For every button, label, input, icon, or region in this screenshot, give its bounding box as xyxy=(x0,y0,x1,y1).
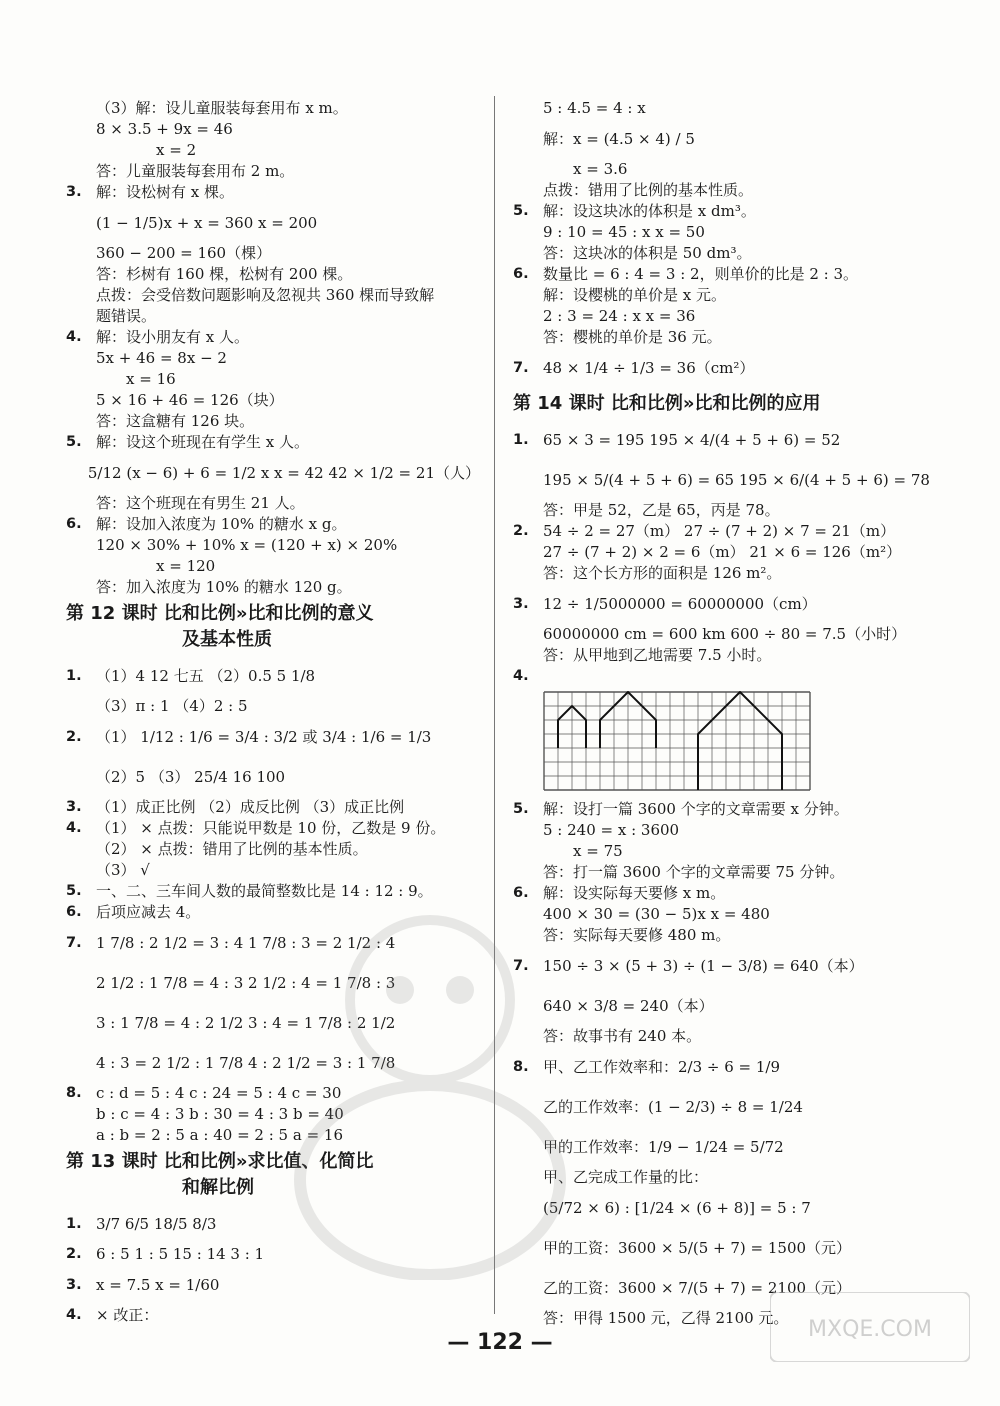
answer-line xyxy=(66,203,480,243)
answer-text: 解：设樱桃的单价是 x 元。 xyxy=(543,286,726,304)
question-number: 5. xyxy=(513,801,529,817)
grid-svg xyxy=(543,691,811,791)
answer-text: 2 1/2 : 1 7/8 = 4 : 3 2 1/2 : 4 = 1 7/8 : 3 xyxy=(96,974,396,992)
question-number: 4. xyxy=(513,668,529,684)
answer-line xyxy=(513,624,933,645)
answer-line xyxy=(66,390,480,411)
answer-text: （3）解：设儿童服装每套用布 x m。 xyxy=(96,99,348,117)
question-number: 7. xyxy=(513,958,529,974)
question-number: 7. xyxy=(513,360,529,376)
lesson-title-subtext: 及基本性质 xyxy=(182,629,272,650)
answer-line xyxy=(66,1125,480,1146)
answer-text: 150 ÷ 3 × (5 + 3) ÷ (1 − 3/8) = 640（本） xyxy=(543,957,864,975)
answer-line xyxy=(513,1026,933,1047)
answer-line xyxy=(513,820,933,841)
answer-line xyxy=(513,1167,933,1188)
answer-text: 甲、乙工作效率和：2/3 ÷ 6 = 1/9 xyxy=(543,1058,781,1076)
site-watermark-text: MXQE.COM xyxy=(808,1317,932,1342)
answer-line xyxy=(66,757,480,797)
left-column xyxy=(66,98,480,1326)
question-number: 5. xyxy=(66,434,82,450)
lesson-title-text: 第 14 课时 比和比例»比和比例的应用 xyxy=(513,393,821,414)
question-number: 4. xyxy=(66,329,82,345)
answer-text: x = 3.6 xyxy=(573,160,628,178)
answer-text: 后项应减去 4。 xyxy=(96,903,201,921)
right-column xyxy=(513,98,933,1329)
answer-text: (5/72 × 6) : [1/24 × (6 + 8)] = 5 : 7 xyxy=(543,1199,811,1217)
answer-line xyxy=(66,243,480,264)
answer-line xyxy=(66,1204,480,1244)
answer-line xyxy=(66,411,480,432)
answer-text: （2） × 点拨：错用了比例的基本性质。 xyxy=(96,840,368,858)
lesson-title-text: 第 13 课时 比和比例»求比值、化简比 xyxy=(66,1151,374,1172)
answer-line xyxy=(66,1003,480,1043)
answer-line xyxy=(66,818,480,839)
answer-line xyxy=(66,306,480,327)
answer-line xyxy=(66,1083,480,1104)
answer-text: 答：这个长方形的面积是 126 m²。 xyxy=(543,564,782,582)
answer-text: 数量比 = 6 : 4 = 3 : 2，则单价的比是 2 : 3。 xyxy=(543,265,859,283)
answer-line xyxy=(513,327,933,348)
answer-line xyxy=(513,500,933,521)
answer-line xyxy=(513,645,933,666)
answer-line xyxy=(513,348,933,388)
question-number: 8. xyxy=(66,1085,82,1101)
answer-line xyxy=(513,563,933,584)
answer-text: c : d = 5 : 4 c : 24 = 5 : 4 c = 30 xyxy=(96,1084,342,1102)
answer-text: b : c = 4 : 3 b : 30 = 4 : 3 b = 40 xyxy=(96,1105,344,1123)
answer-line xyxy=(513,584,933,624)
answer-line xyxy=(513,119,933,159)
answer-text: 3 : 1 7/8 = 4 : 2 1/2 3 : 4 = 1 7/8 : 2 1/2 xyxy=(96,1014,396,1032)
answer-line xyxy=(513,986,933,1026)
answer-line xyxy=(66,285,480,306)
answer-text: x = 16 xyxy=(126,370,176,388)
answer-line xyxy=(66,1305,480,1326)
answer-text: 答：从甲地到乙地需要 7.5 小时。 xyxy=(543,646,772,664)
answer-text: 一、二、三车间人数的最简整数比是 14 : 12 : 9。 xyxy=(96,882,433,900)
answer-text: 答：杉树有 160 棵，松树有 200 棵。 xyxy=(96,265,353,283)
answer-text: （3）π : 1 （4）2 : 5 xyxy=(96,697,248,715)
question-number: 3. xyxy=(66,1277,82,1293)
answer-text: 解：设实际每天要修 x m。 xyxy=(543,884,726,902)
page-number: — 122 — xyxy=(447,1330,553,1355)
answer-text: 360 − 200 = 160（棵） xyxy=(96,244,272,262)
question-number: 6. xyxy=(66,904,82,920)
answer-line xyxy=(513,1047,933,1087)
answer-line xyxy=(66,140,480,161)
answer-text: 解：x = (4.5 × 4) / 5 xyxy=(543,130,695,148)
lesson-title xyxy=(66,1149,480,1201)
answer-text: 乙的工资：3600 × 7/(5 + 7) = 2100（元） xyxy=(543,1279,852,1297)
answer-line xyxy=(66,860,480,881)
answer-line xyxy=(66,119,480,140)
answer-text: （1） × 点拨：只能说甲数是 10 份，乙数是 9 份。 xyxy=(96,819,446,837)
lesson-title xyxy=(66,601,480,653)
answer-line xyxy=(66,963,480,1003)
answer-line xyxy=(513,799,933,820)
answer-line xyxy=(66,556,480,577)
answer-text: 4 : 3 = 2 1/2 : 1 7/8 4 : 2 1/2 = 3 : 1 7/8 xyxy=(96,1054,396,1072)
answer-text: 6 : 5 1 : 5 15 : 14 3 : 1 xyxy=(96,1245,265,1263)
question-number: 3. xyxy=(66,799,82,815)
answer-text: 9 : 10 = 45 : x x = 50 xyxy=(543,223,705,241)
answer-line xyxy=(513,180,933,201)
question-number: 4. xyxy=(66,820,82,836)
answer-text: 答：这个班现在有男生 21 人。 xyxy=(96,494,305,512)
answer-line xyxy=(513,946,933,986)
question-number: 8. xyxy=(513,1059,529,1075)
answer-line xyxy=(66,264,480,285)
answer-line xyxy=(513,925,933,946)
question-number: 4. xyxy=(66,1307,82,1323)
answer-line xyxy=(66,839,480,860)
question-number: 6. xyxy=(513,885,529,901)
answer-text: 54 ÷ 2 = 27（m） 27 ÷ (7 + 2) × 7 = 21（m） xyxy=(543,522,896,540)
answer-line xyxy=(66,902,480,923)
answer-text: 题错误。 xyxy=(96,307,157,325)
answer-line xyxy=(513,542,933,563)
answer-line xyxy=(66,182,480,203)
site-watermark-logo xyxy=(770,1292,970,1362)
answer-text: 乙的工作效率：(1 − 2/3) ÷ 8 = 1/24 xyxy=(543,1098,803,1116)
answer-text: （1） 1/12 : 1/6 = 3/4 : 3/2 或 3/4 : 1/6 = 1/3 xyxy=(96,728,432,746)
answer-line xyxy=(513,1087,933,1127)
lesson-title-text: 第 12 课时 比和比例»比和比例的意义 xyxy=(66,603,374,624)
question-number: 3. xyxy=(66,184,82,200)
answer-line xyxy=(513,1228,933,1268)
question-number: 6. xyxy=(66,516,82,532)
answer-text: 答：加入浓度为 10% 的糖水 120 g。 xyxy=(96,578,352,596)
answer-line xyxy=(513,243,933,264)
answer-text: 195 × 5/(4 + 5 + 6) = 65 195 × 6/(4 + 5 + 6) = 78 xyxy=(543,471,930,489)
answer-text: × 改正： xyxy=(96,1306,159,1324)
answer-text: 答：甲是 52，乙是 65，丙是 78。 xyxy=(543,501,780,519)
answer-text: 甲的工作效率：1/9 − 1/24 = 5/72 xyxy=(543,1138,784,1156)
answer-text: 解：设这块冰的体积是 x dm³。 xyxy=(543,202,756,220)
answer-line xyxy=(513,264,933,285)
answer-text: 答：故事书有 240 本。 xyxy=(543,1027,702,1045)
answer-line xyxy=(513,222,933,243)
answer-text: 解：设打一篇 3600 个字的文章需要 x 分钟。 xyxy=(543,800,849,818)
question-number: 1. xyxy=(66,668,82,684)
answer-line xyxy=(513,841,933,862)
column-divider xyxy=(494,96,495,1314)
answer-line xyxy=(513,420,933,460)
answer-text: （1）4 12 七五 （2）0.5 5 1/8 xyxy=(96,667,316,685)
answer-line xyxy=(66,432,480,453)
answer-text: 答：这盒糖有 126 块。 xyxy=(96,412,255,430)
answer-text: 3/7 6/5 18/5 8/3 xyxy=(96,1215,217,1233)
answer-text: 27 ÷ (7 + 2) × 2 = 6（m） 21 × 6 = 126（m²） xyxy=(543,543,902,561)
lesson-title xyxy=(513,391,933,417)
answer-text: 解：设松树有 x 棵。 xyxy=(96,183,234,201)
answer-text: 5x + 46 = 8x − 2 xyxy=(96,349,227,367)
answer-line xyxy=(66,923,480,963)
answer-line xyxy=(513,666,933,687)
answer-line xyxy=(66,1043,480,1083)
answer-text: 解：设这个班现在有学生 x 人。 xyxy=(96,433,309,451)
answer-text: 2 : 3 = 24 : x x = 36 xyxy=(543,307,696,325)
answer-text: 5 : 240 = x : 3600 xyxy=(543,821,680,839)
answer-line xyxy=(513,1127,933,1167)
question-number: 1. xyxy=(513,432,529,448)
answer-line xyxy=(66,535,480,556)
question-number: 2. xyxy=(66,729,82,745)
answer-line xyxy=(66,348,480,369)
answer-text: 答：打一篇 3600 个字的文章需要 75 分钟。 xyxy=(543,863,845,881)
answer-text: 点拨：会受倍数问题影响及忽视共 360 棵而导致解 xyxy=(96,286,435,304)
answer-line xyxy=(66,656,480,696)
answer-text: (1 − 1/5)x + x = 360 x = 200 xyxy=(96,214,318,232)
answer-text: 120 × 30% + 10% x = (120 + x) × 20% xyxy=(96,536,398,554)
answer-text: （1）成正比例 （2）成反比例 （3）成正比例 xyxy=(96,798,405,816)
answer-line xyxy=(513,306,933,327)
answer-line xyxy=(513,883,933,904)
grid-drawing xyxy=(543,691,933,795)
answer-line xyxy=(66,369,480,390)
answer-line xyxy=(66,717,480,757)
answer-text: x = 120 xyxy=(156,557,216,575)
answer-text: 5 × 16 + 46 = 126（块） xyxy=(96,391,284,409)
answer-text: 5/12 (x − 6) + 6 = 1/2 x x = 42 42 × 1/2 = 21（人） xyxy=(87,464,480,482)
answer-line xyxy=(513,285,933,306)
answer-line xyxy=(513,862,933,883)
answer-line xyxy=(66,493,480,514)
answer-text: 答：这块冰的体积是 50 dm³。 xyxy=(543,244,752,262)
answer-text: 答：樱桃的单价是 36 元。 xyxy=(543,328,722,346)
answer-text: （2）5 （3） 25/4 16 100 xyxy=(96,768,286,786)
answer-line xyxy=(513,904,933,925)
answer-text: 点拨：错用了比例的基本性质。 xyxy=(543,181,754,199)
answer-text: （3） √ xyxy=(96,861,150,879)
question-number: 7. xyxy=(66,935,82,951)
answer-line xyxy=(66,514,480,535)
answer-text: 解：设小朋友有 x 人。 xyxy=(96,328,249,346)
answer-line xyxy=(66,327,480,348)
question-number: 6. xyxy=(513,266,529,282)
answer-text: x = 75 xyxy=(573,842,623,860)
answer-text: 5 : 4.5 = 4 : x xyxy=(543,99,646,117)
answer-text: 8 × 3.5 + 9x = 46 xyxy=(96,120,233,138)
answer-text: 解：设加入浓度为 10% 的糖水 x g。 xyxy=(96,515,347,533)
answer-text: x = 2 xyxy=(156,141,197,159)
question-number: 5. xyxy=(513,203,529,219)
answer-text: 48 × 1/4 ÷ 1/3 = 36（cm²） xyxy=(543,359,755,377)
answer-line xyxy=(66,453,480,493)
question-number: 1. xyxy=(66,1216,82,1232)
answer-line xyxy=(66,98,480,119)
answer-text: 甲、乙完成工作量的比： xyxy=(543,1168,709,1186)
answer-text: 答：实际每天要修 480 m。 xyxy=(543,926,731,944)
answer-text: 12 ÷ 1/5000000 = 60000000（cm） xyxy=(543,595,817,613)
answer-line xyxy=(66,797,480,818)
answer-text: 答：甲得 1500 元，乙得 2100 元。 xyxy=(543,1309,789,1327)
answer-line xyxy=(66,1104,480,1125)
answer-text: 640 × 3/8 = 240（本） xyxy=(543,997,714,1015)
question-number: 3. xyxy=(513,596,529,612)
question-number: 2. xyxy=(513,523,529,539)
answer-line xyxy=(513,1188,933,1228)
question-number: 2. xyxy=(66,1246,82,1262)
answer-text: 400 × 30 = (30 − 5)x x = 480 xyxy=(543,905,770,923)
answer-line xyxy=(66,1265,480,1305)
answer-text: a : b = 2 : 5 a : 40 = 2 : 5 a = 16 xyxy=(96,1126,343,1144)
lesson-title-subtext: 和解比例 xyxy=(182,1177,254,1198)
answer-line xyxy=(66,577,480,598)
answer-line xyxy=(513,201,933,222)
answer-text: 60000000 cm = 600 km 600 ÷ 80 = 7.5（小时） xyxy=(543,625,907,643)
question-number: 5. xyxy=(66,883,82,899)
answer-text: 1 7/8 : 2 1/2 = 3 : 4 1 7/8 : 3 = 2 1/2 : 4 xyxy=(96,934,396,952)
answer-line xyxy=(66,161,480,182)
answer-text: 65 × 3 = 195 195 × 4/(4 + 5 + 6) = 52 xyxy=(543,431,841,449)
answer-line xyxy=(513,159,933,180)
answer-line xyxy=(66,696,480,717)
answer-line xyxy=(66,1244,480,1265)
answer-text: 甲的工资：3600 × 5/(5 + 7) = 1500（元） xyxy=(543,1239,852,1257)
answer-text: x = 7.5 x = 1/60 xyxy=(96,1276,220,1294)
answer-line xyxy=(513,460,933,500)
answer-line xyxy=(513,98,933,119)
answer-line xyxy=(513,521,933,542)
answer-text: 答：儿童服装每套用布 2 m。 xyxy=(96,162,295,180)
answer-line xyxy=(66,881,480,902)
